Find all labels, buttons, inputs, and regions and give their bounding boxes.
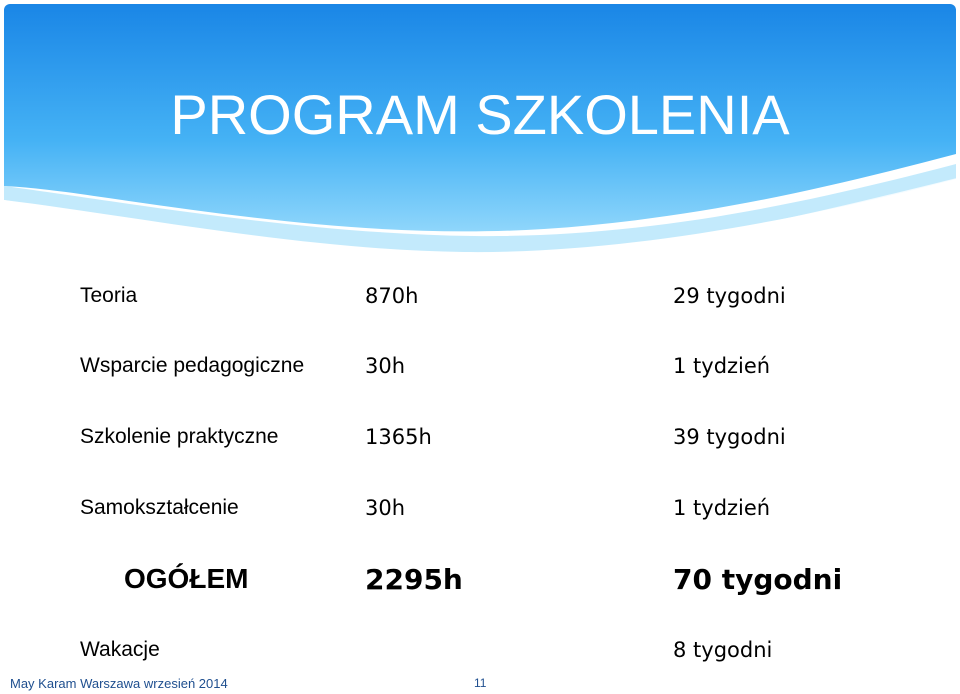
row-weeks: 39 tygodni xyxy=(673,425,786,449)
vacation-label: Wakacje xyxy=(80,638,160,661)
footer-text: May Karam Warszawa wrzesień 2014 xyxy=(10,676,228,691)
page-title: PROGRAM SZKOLENIA xyxy=(170,83,790,146)
row-name: Wsparcie pedagogiczne xyxy=(80,354,305,377)
total-hours: 2295h xyxy=(365,563,463,596)
row-name: Samokształcenie xyxy=(80,496,239,519)
vacation-row xyxy=(0,638,960,678)
row-weeks: 1 tydzień xyxy=(673,354,771,378)
vacation-weeks: 8 tygodni xyxy=(673,638,773,662)
page-number: 11 xyxy=(474,676,487,690)
row-name: Szkolenie praktyczne xyxy=(80,425,279,448)
row-weeks: 29 tygodni xyxy=(673,284,786,308)
row-hours: 30h xyxy=(365,496,406,520)
total-row xyxy=(0,563,960,603)
row-hours: 30h xyxy=(365,354,406,378)
row-hours: 870h xyxy=(365,284,419,308)
table-row xyxy=(0,425,960,465)
total-label: OGÓŁEM xyxy=(124,563,249,594)
row-name: Teoria xyxy=(80,284,138,307)
slide-footer xyxy=(0,674,960,694)
table-row xyxy=(0,284,960,324)
row-hours: 1365h xyxy=(365,425,432,449)
table-row xyxy=(0,496,960,536)
row-weeks: 1 tydzień xyxy=(673,496,771,520)
total-weeks: 70 tygodni xyxy=(673,563,843,596)
table-row xyxy=(0,354,960,394)
